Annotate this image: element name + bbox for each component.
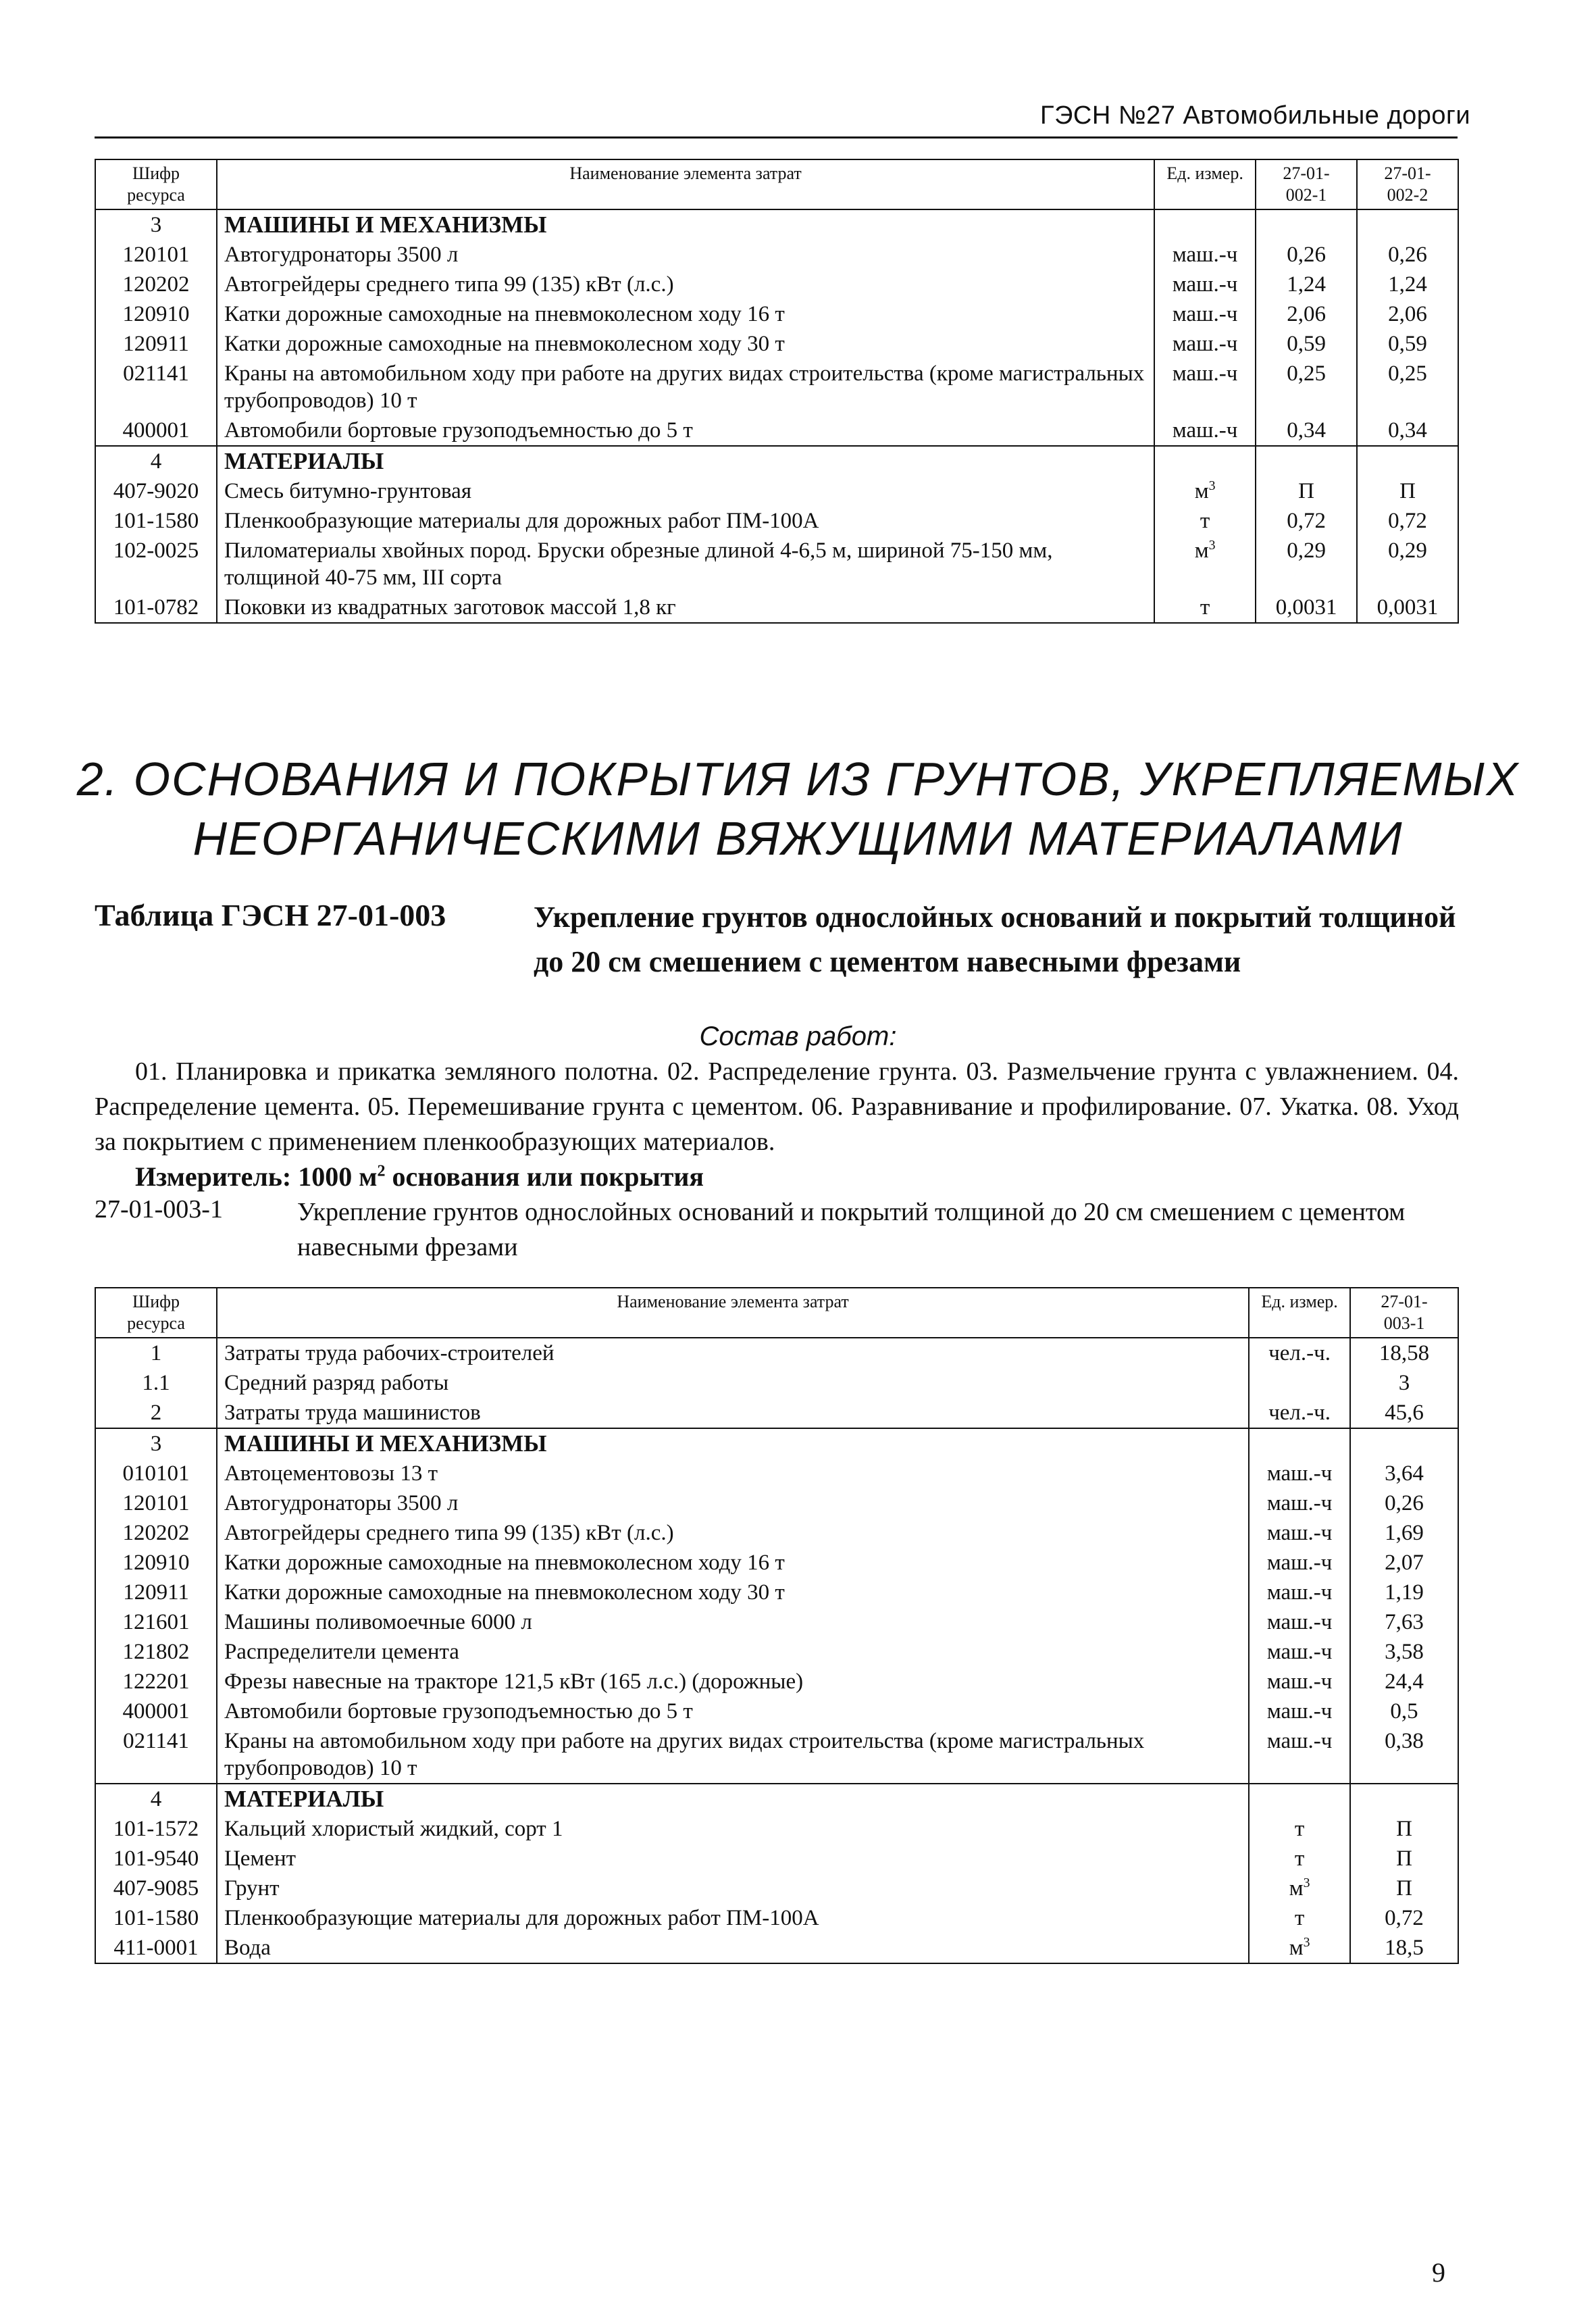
running-header: ГЭСН №27 Автомобильные дороги bbox=[1040, 101, 1471, 130]
table-row: 407-9020 Смесь битумно-грунтовая $м^3$ П П bbox=[95, 476, 1458, 506]
table-row: 1 Затраты труда рабочих-строителей чел.-ч. 18,58 bbox=[95, 1338, 1458, 1368]
table-row: 120910 Катки дорожные самоходные на пневмоколесном ходу 16 т маш.-ч 2,06 2,06 bbox=[95, 299, 1458, 329]
norm-description: Укрепление грунтов однослойных оснований и покрытий толщиной до 20 см смешением с цементом навесными фрезами bbox=[297, 1198, 1406, 1261]
section-row-materials: 4 МАТЕРИАЛЫ bbox=[95, 446, 1458, 476]
table-row: 411-0001 Вода $м^3$ 18,5 bbox=[95, 1933, 1458, 1963]
table-row: 021141 Краны на автомобильном ходу при работе на других видах строительства (кроме магистральных трубопроводов) 10 т маш.-ч 0,25 0,25 bbox=[95, 359, 1458, 416]
table-label: Таблица ГЭСН 27-01-003 bbox=[95, 898, 446, 932]
section-row-machines: 3 МАШИНЫ И МЕХАНИЗМЫ bbox=[95, 209, 1458, 240]
table-row: 2 Затраты труда машинистов чел.-ч. 45,6 bbox=[95, 1398, 1458, 1428]
table-row: 407-9085 Грунт $м^3$ П bbox=[95, 1873, 1458, 1903]
column-header-unit: Ед. измер. bbox=[1154, 159, 1256, 209]
table-row: 120101 Автогудронаторы 3500 л маш.-ч 0,26 0,26 bbox=[95, 240, 1458, 270]
header-rule bbox=[95, 136, 1458, 139]
table-row: 021141 Краны на автомобильном ходу при работе на других видах строительства (кроме магистральных трубопроводов) 10 т маш.-ч 0,38 bbox=[95, 1726, 1458, 1784]
section-title-line-1: 2. ОСНОВАНИЯ И ПОКРЫТИЯ ИЗ ГРУНТОВ, УКРЕПЛЯЕМЫХ bbox=[76, 753, 1520, 805]
table-row: 122201 Фрезы навесные на тракторе 121,5 кВт (165 л.с.) (дорожные) маш.-ч 24,4 bbox=[95, 1667, 1458, 1696]
column-header-name: Наименование элемента затрат bbox=[217, 159, 1154, 209]
table-row: 120910 Катки дорожные самоходные на пневмоколесном ходу 16 т маш.-ч 2,07 bbox=[95, 1548, 1458, 1578]
table-row: 101-1580 Пленкообразующие материалы для дорожных работ ПМ-100А т 0,72 bbox=[95, 1903, 1458, 1933]
table-row: 1.1 Средний разряд работы 3 bbox=[95, 1368, 1458, 1398]
section-title-line-2: НЕОРГАНИЧЕСКИМИ ВЯЖУЩИМИ МАТЕРИАЛАМИ bbox=[192, 812, 1404, 865]
table-row: 101-0782 Поковки из квадратных заготовок массой 1,8 кг т 0,0031 0,0031 bbox=[95, 593, 1458, 623]
work-composition-text: 01. Планировка и прикатка земляного полотна. 02. Распределение грунта. 03. Размельчение грунта с увлажнением. 04. Распределение цемента. 05. Перемешивание грунта с цементом. 06. Разравнивание и профилирование. 07. Укатка. 08. Уход за покрытием с применением пленкообразующих материалов. bbox=[95, 1057, 1459, 1156]
table-row: 101-1580 Пленкообразующие материалы для дорожных работ ПМ-100А т 0,72 0,72 bbox=[95, 506, 1458, 536]
table-title: Укрепление грунтов однослойных оснований и покрытий толщиной до 20 см смешением с цементом навесными фрезами bbox=[534, 901, 1456, 978]
column-header-code: Шифр ресурса bbox=[95, 159, 217, 209]
table-row: 120202 Автогрейдеры среднего типа 99 (135) кВт (л.с.) маш.-ч 1,69 bbox=[95, 1518, 1458, 1548]
section-row-machines: 3 МАШИНЫ И МЕХАНИЗМЫ bbox=[95, 1428, 1458, 1459]
work-composition-heading: Состав работ: bbox=[699, 1022, 897, 1051]
table-row: 102-0025 Пиломатериалы хвойных пород. Бруски обрезные длиной 4-6,5 м, шириной 75-150 мм, толщиной 40-75 мм, III сорта $м^3$ 0,29 0,29 bbox=[95, 536, 1458, 593]
table-row: 120911 Катки дорожные самоходные на пневмоколесном ходу 30 т маш.-ч 1,19 bbox=[95, 1578, 1458, 1607]
resource-table-003 bbox=[95, 1287, 1459, 1964]
table-row: 101-9540 Цемент т П bbox=[95, 1844, 1458, 1873]
table-header-row bbox=[95, 159, 1458, 209]
table-row: 120911 Катки дорожные самоходные на пневмоколесном ходу 30 т маш.-ч 0,59 0,59 bbox=[95, 329, 1458, 359]
table-row: 010101 Автоцементовозы 13 т маш.-ч 3,64 bbox=[95, 1459, 1458, 1488]
table-row: 120202 Автогрейдеры среднего типа 99 (135) кВт (л.с.) маш.-ч 1,24 1,24 bbox=[95, 270, 1458, 299]
table-row: 101-1572 Кальций хлористый жидкий, сорт 1 т П bbox=[95, 1814, 1458, 1844]
column-header-norm-1: 27-01- 003-1 bbox=[1350, 1288, 1458, 1338]
table-header-row bbox=[95, 1288, 1458, 1338]
table-row: 121802 Распределители цемента маш.-ч 3,58 bbox=[95, 1637, 1458, 1667]
resource-table-002 bbox=[95, 159, 1459, 624]
table-row: 400001 Автомобили бортовые грузоподъемностью до 5 т маш.-ч 0,5 bbox=[95, 1696, 1458, 1726]
column-header-unit: Ед. измер. bbox=[1249, 1288, 1350, 1338]
page-number: 9 bbox=[1432, 2257, 1445, 2288]
table-row: 120101 Автогудронаторы 3500 л маш.-ч 0,26 bbox=[95, 1488, 1458, 1518]
norm-code: 27-01-003-1 bbox=[95, 1195, 223, 1224]
column-header-norm-1: 27-01- 002-1 bbox=[1256, 159, 1357, 209]
section-row-materials: 4 МАТЕРИАЛЫ bbox=[95, 1784, 1458, 1814]
column-header-name: Наименование элемента затрат bbox=[217, 1288, 1249, 1338]
column-header-code: Шифр ресурса bbox=[95, 1288, 217, 1338]
table-row: 121601 Машины поливомоечные 6000 л маш.-ч 7,63 bbox=[95, 1607, 1458, 1637]
column-header-norm-2: 27-01- 002-2 bbox=[1357, 159, 1458, 209]
measurement-unit: Измеритель: 1000 $м^2$ основания или покрытия bbox=[135, 1161, 704, 1192]
table-row: 400001 Автомобили бортовые грузоподъемностью до 5 т маш.-ч 0,34 0,34 bbox=[95, 416, 1458, 446]
